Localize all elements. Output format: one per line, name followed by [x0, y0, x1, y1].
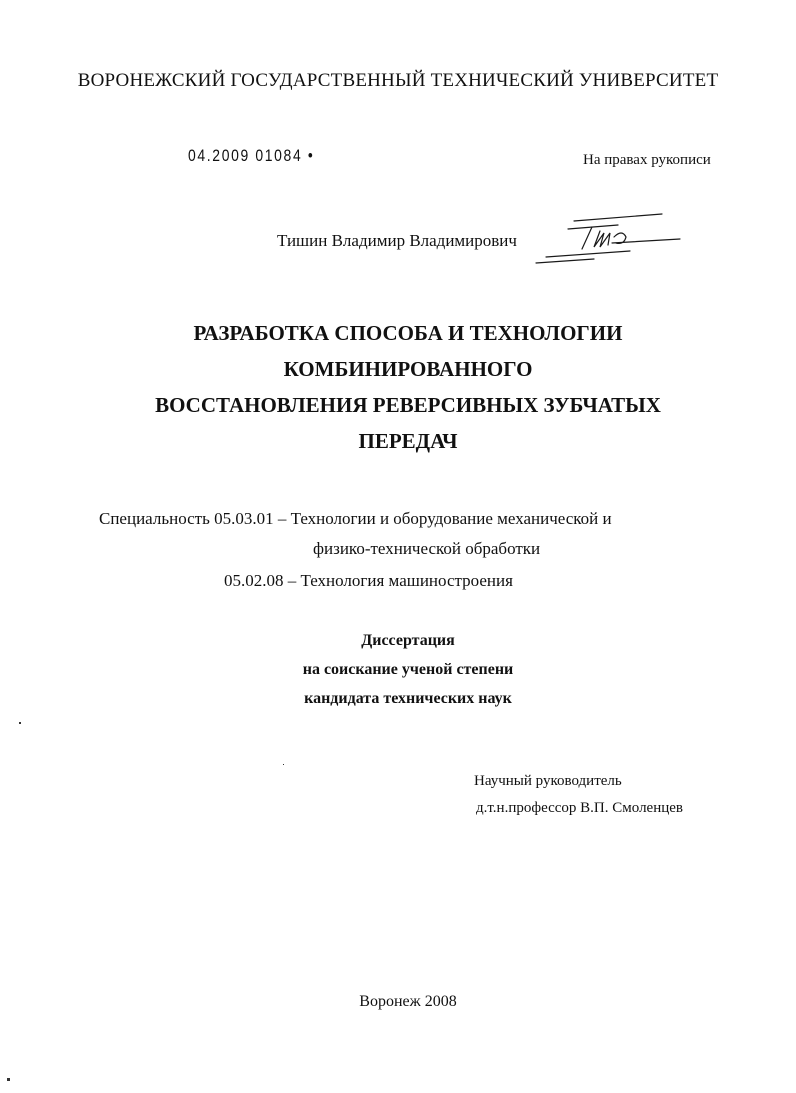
rights-note: На правах рукописи — [583, 152, 711, 168]
stamp-dot: • — [302, 146, 315, 165]
scan-speck — [19, 722, 21, 724]
scan-speck — [283, 764, 284, 765]
degree-line-3: кандидата технических наук — [304, 690, 512, 707]
degree-line-2: на соискание ученой степени — [302, 661, 514, 678]
stamp-number-text: 04.2009 01084 — [188, 146, 303, 165]
signature-image — [534, 205, 684, 269]
dissertation-title — [0, 315, 796, 459]
title-line-4: ПЕРЕДАЧ — [358, 429, 458, 453]
title-line-2: КОМБИНИРОВАННОГО — [283, 357, 533, 381]
city-year: Воронеж 2008 — [359, 993, 457, 1010]
author-name: Тишин Владимир Владимирович — [277, 231, 517, 250]
specialty-line-3: 05.02.08 – Технология машиностроения — [224, 571, 513, 590]
specialty-line-1: Специальность 05.03.01 – Технологии и оборудование механической и — [99, 509, 612, 528]
title-line-3: ВОССТАНОВЛЕНИЯ РЕВЕРСИВНЫХ ЗУБЧАТЫХ — [155, 393, 661, 417]
dissertation-degree-block — [0, 626, 796, 713]
supervisor-name: д.т.н.профессор В.П. Смоленцев — [476, 800, 684, 816]
scan-speck — [7, 1078, 10, 1081]
degree-line-1: Диссертация — [361, 632, 455, 649]
title-line-1: РАЗРАБОТКА СПОСОБА И ТЕХНОЛОГИИ — [193, 321, 623, 345]
supervisor-label: Научный руководитель — [474, 773, 622, 789]
university-name: ВОРОНЕЖСКИЙ ГОСУДАРСТВЕННЫЙ ТЕХНИЧЕСКИЙ УНИВЕРСИТЕТ — [77, 70, 719, 91]
specialty-line-2: физико-технической обработки — [313, 539, 541, 558]
library-stamp-number — [188, 146, 314, 166]
